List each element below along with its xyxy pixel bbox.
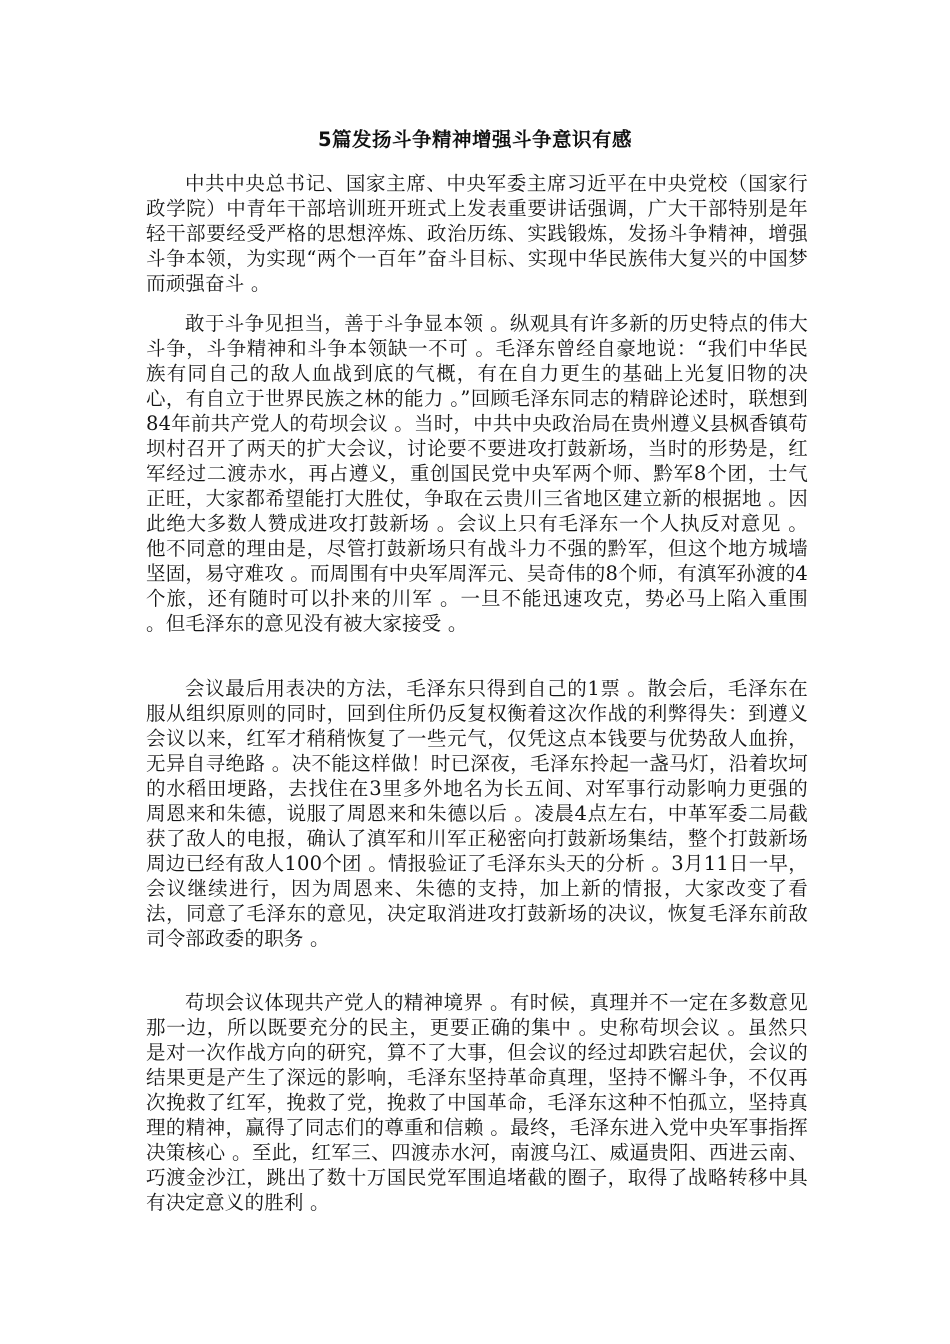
- paragraph-1: 中共中央总书记、国家主席、中央军委主席习近平在中央党校（国家行政学院）中青年干部培训班开班式上发表重要讲话强调，广大干部特别是年轻干部要经受严格的思想淬炼、政治历练、实践锻炼，发扬斗争精神，增强斗争本领，为实现“两个一百年”奋斗目标、实现中华民族伟大复兴的中国梦而顽强奋斗 。: [146, 172, 808, 295]
- document-title: 5篇发扬斗争精神增强斗争意识有感: [317, 128, 633, 151]
- paragraph-4: 苟坝会议体现共产党人的精神境界 。有时候，真理并不一定在多数意见那一边，所以既要充分的民主，更要正确的集中 。史称苟坝会议 。虽然只是对一次作战方向的研究，算不了大事，但会议的经过却跌宕起伏，会议的结果更是产生了深远的影响，毛泽东坚持革命真理，坚持不懈斗争，不仅再次挽救了红军，挽救了党，挽救了中国革命，毛泽东这种不怕孤立，坚持真理的精神，赢得了同志们的尊重和信赖 。最终，毛泽东进入党中央军事指挥决策核心 。至此，红军三、四渡赤水河，南渡乌江、威逼贵阳、西进云南、巧渡金沙江，跳出了数十万国民党军围追堵截的圈子，取得了战略转移中具有决定意义的胜利 。: [146, 991, 808, 1214]
- paragraph-3: 会议最后用表决的方法，毛泽东只得到自己的1票 。散会后，毛泽东在服从组织原则的同时，回到住所仍反复权衡着这次作战的利弊得失：到遵义会议以来，红军才稍稍恢复了一些元气，仅凭这点本钱要与优势敌人血拚，无异自寻绝路 。决不能这样做！时已深夜，毛泽东拎起一盏马灯，沿着坎坷的水稻田埂路，去找住在3里多外地名为长五间、对军事行动影响力更强的周恩来和朱德，说服了周恩来和朱德以后 。凌晨4点左右，中革军委二局截获了敌人的电报，确认了滇军和川军正秘密向打鼓新场集结，整个打鼓新场周边已经有敌人100个团 。情报验证了毛泽东头天的分析 。3月11日一早，会议继续进行，因为周恩来、朱德的支持，加上新的情报，大家改变了看法，同意了毛泽东的意见，决定取消进攻打鼓新场的决议，恢复毛泽东前敌司令部政委的职务 。: [146, 677, 808, 950]
- paragraph-2: 敢于斗争见担当，善于斗争显本领 。纵观具有许多新的历史特点的伟大斗争，斗争精神和斗争本领缺一不可 。毛泽东曾经自豪地说：“我们中华民族有同自己的敌人血战到底的气概，有在自力更生的基础上光复旧物的决心，有自立于世界民族之林的能力 。”回顾毛泽东同志的精辟论述时，联想到84年前共产党人的苟坝会议 。当时，中共中央政治局在贵州遵义县枫香镇苟坝村召开了两天的扩大会议，讨论要不要进攻打鼓新场，当时的形势是，红军经过二渡赤水，再占遵义，重创国民党中央军两个师、黔军8个团，士气正旺，大家都希望能打大胜仗，争取在云贵川三省地区建立新的根据地 。因此绝大多数人赞成进攻打鼓新场 。会议上只有毛泽东一个人执反对意见 。他不同意的理由是，尽管打鼓新场只有战斗力不强的黔军，但这个地方城墙坚固，易守难攻 。而周围有中央军周浑元、吴奇伟的8个师，有滇军孙渡的4个旅，还有随时可以扑来的川军 。一旦不能迅速攻克，势必马上陷入重围 。但毛泽东的意见没有被大家接受 。: [146, 312, 809, 635]
